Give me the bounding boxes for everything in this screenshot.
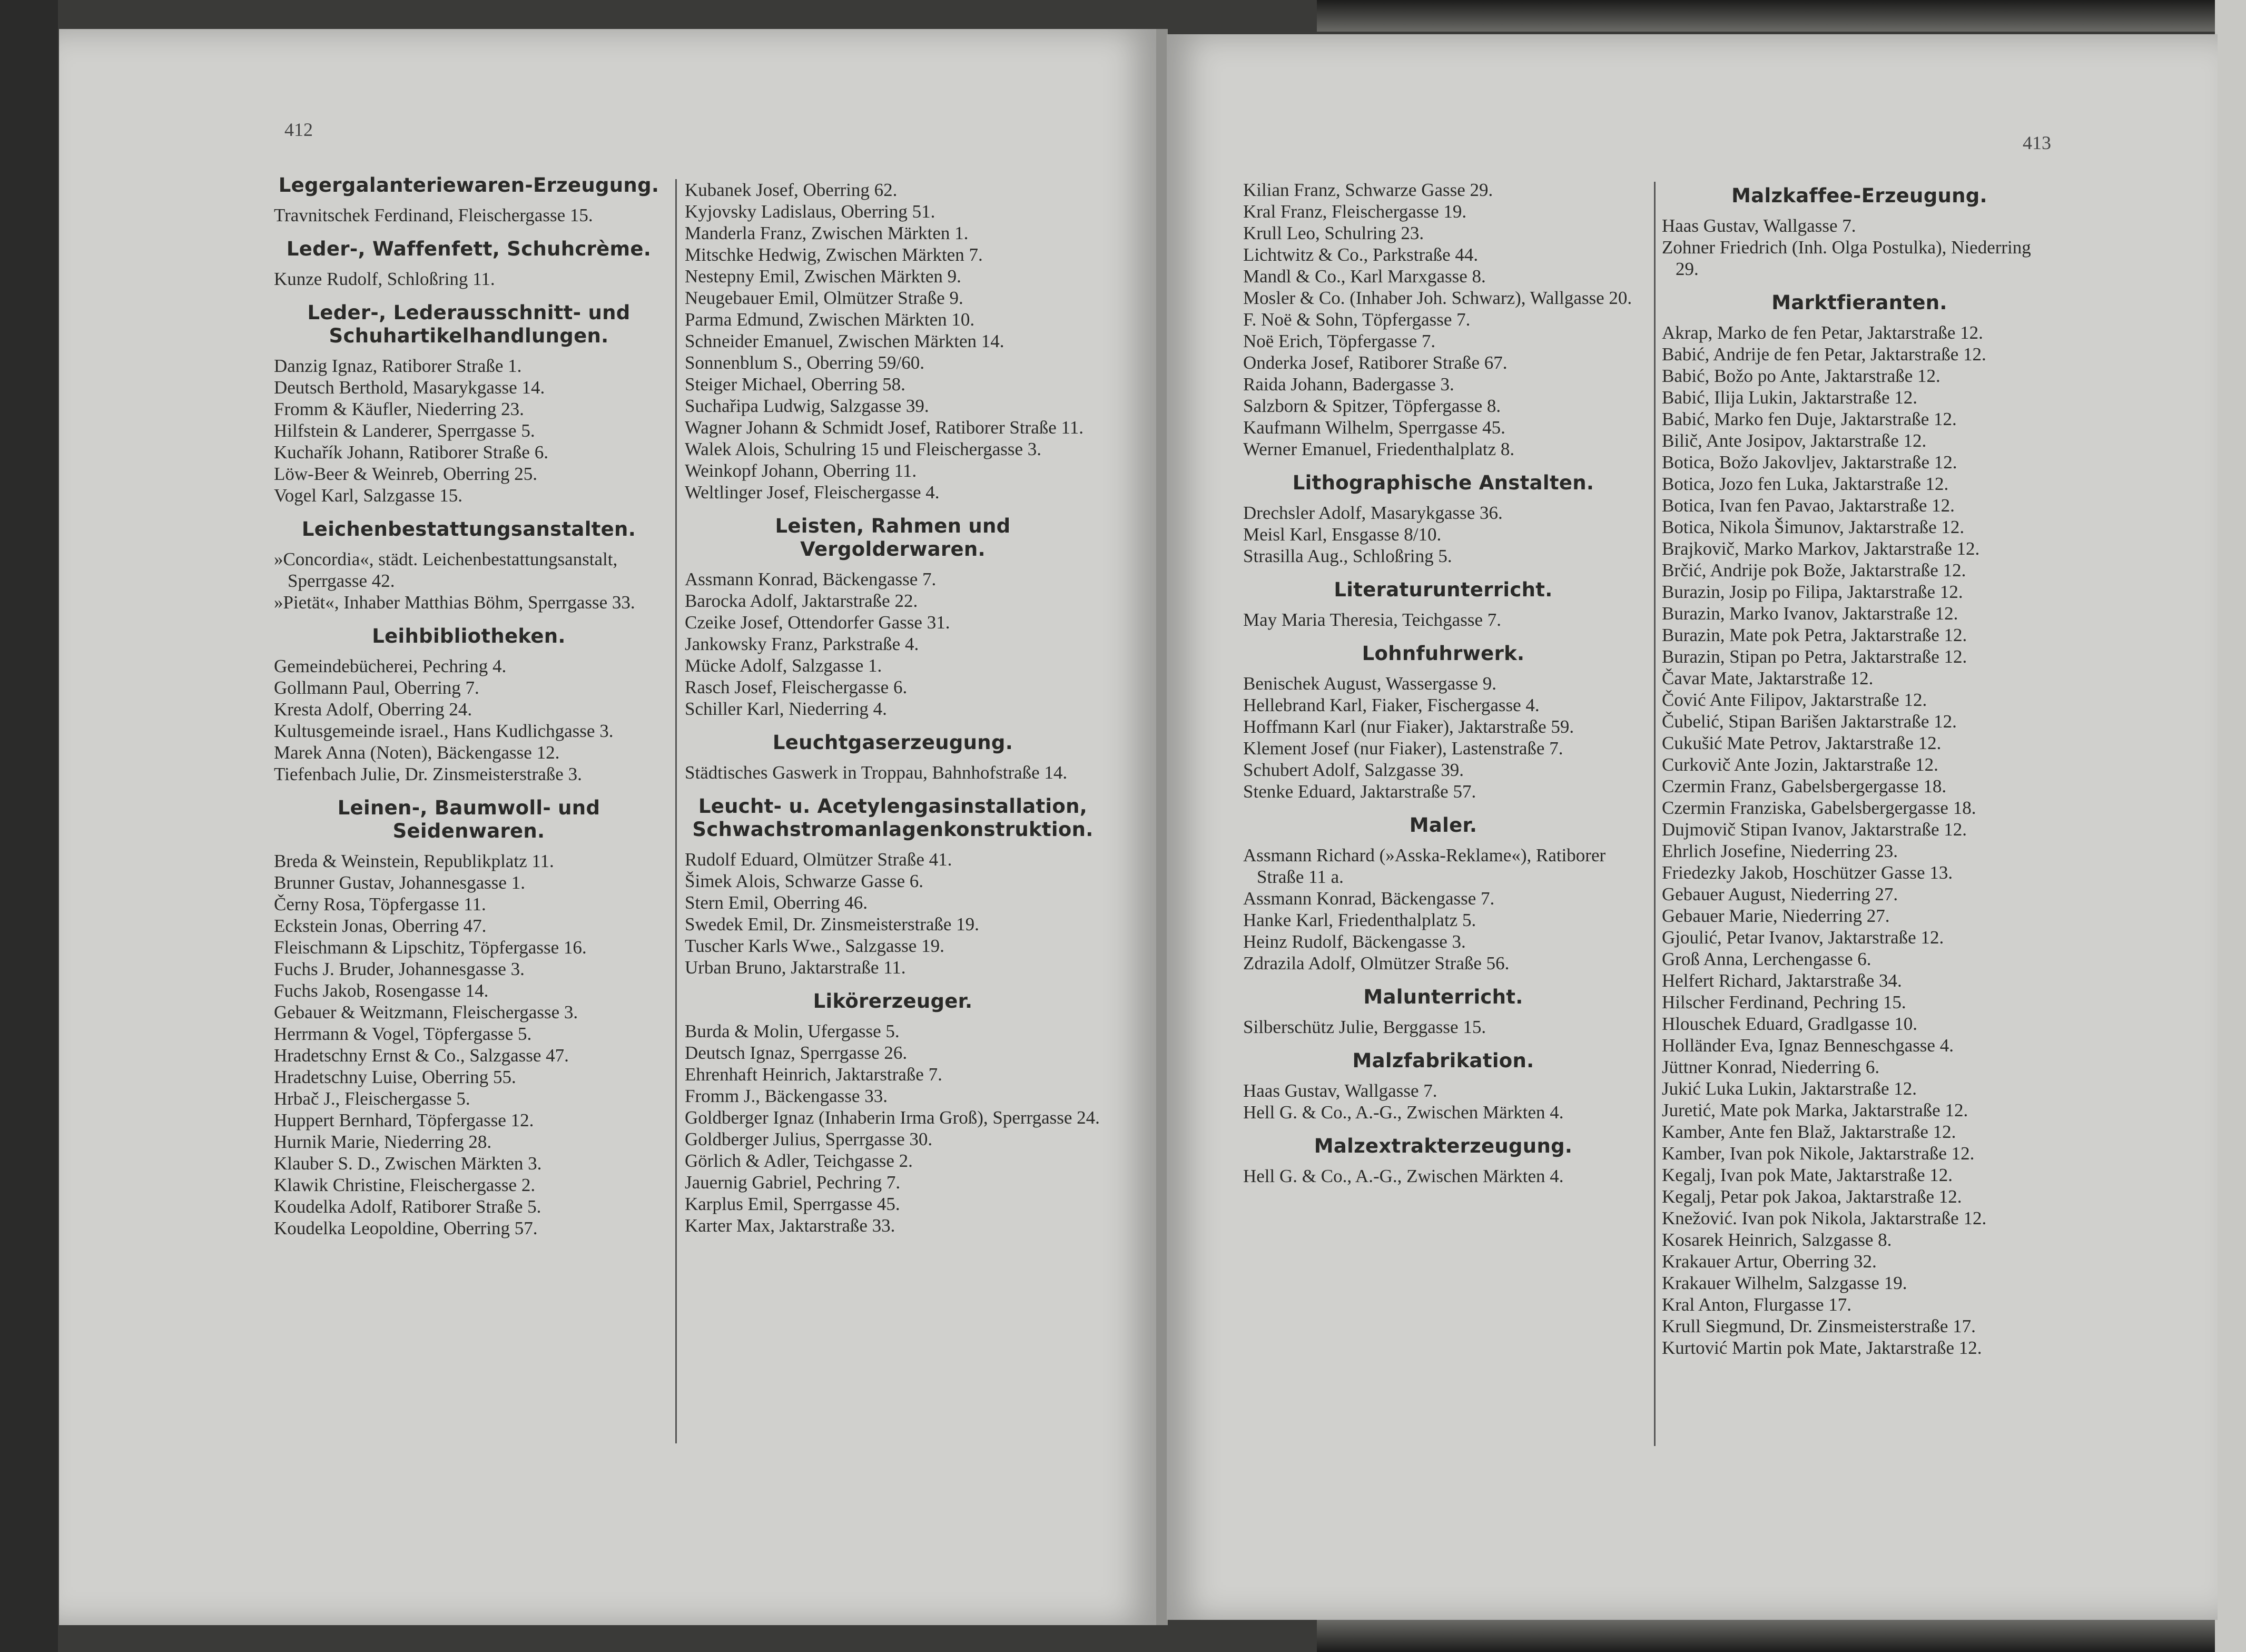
directory-entry: Assmann Konrad, Bäckengasse 7.: [685, 569, 937, 589]
directory-entry: Koudelka Leopoldine, Oberring 57.: [274, 1218, 538, 1238]
section-heading: Leucht- u. Acetylengasinstallation, Schwachstromanlagenkonstruktion.: [692, 795, 1094, 841]
directory-entry: Walek Alois, Schulring 15 und Fleischergasse 3.: [685, 439, 1042, 459]
directory-entry: Fromm & Käufler, Niederring 23.: [274, 399, 524, 419]
directory-entry: Jüttner Konrad, Niederring 6.: [1662, 1057, 1880, 1077]
section-heading: Leihbibliotheken.: [372, 625, 566, 647]
directory-entry: Kunze Rudolf, Schloßring 11.: [274, 269, 495, 289]
directory-entry: Kubanek Josef, Oberring 62.: [685, 180, 898, 200]
directory-entry: Goldberger Julius, Sperrgasse 30.: [685, 1129, 933, 1149]
directory-entry: Kyjovsky Ladislaus, Oberring 51.: [685, 201, 935, 222]
directory-entry: Haas Gustav, Wallgasse 7.: [1662, 215, 1856, 236]
directory-entry: Kultusgemeinde israel., Hans Kudlichgasse 3.: [274, 721, 614, 741]
book-gutter: [1156, 29, 1168, 1625]
directory-entry: Hrbač J., Fleischergasse 5.: [274, 1088, 470, 1109]
left-column-1: [274, 169, 664, 1251]
section-heading: Malunterricht.: [1363, 986, 1523, 1008]
directory-entry: Kosarek Heinrich, Salzgasse 8.: [1662, 1230, 1892, 1250]
column-rule-right: [1654, 182, 1656, 1446]
directory-entry: Görlich & Adler, Teichgasse 2.: [685, 1150, 913, 1171]
directory-entry: Juretić, Mate pok Marka, Jaktarstraße 12.: [1662, 1100, 1968, 1120]
directory-entry: Tiefenbach Julie, Dr. Zinsmeisterstraße 3.: [274, 764, 582, 784]
section-heading: Leichenbestattungsanstalten.: [301, 518, 636, 540]
directory-entry: Benischek August, Wassergasse 9.: [1243, 673, 1496, 694]
directory-entry: Assmann Konrad, Bäckengasse 7.: [1243, 888, 1495, 909]
directory-entry: Fleischmann & Lipschitz, Töpfergasse 16.: [274, 937, 587, 958]
directory-entry: Barocka Adolf, Jaktarstraße 22.: [685, 591, 918, 611]
directory-entry: Mosler & Co. (Inhaber Joh. Schwarz), Wallgasse 20.: [1243, 288, 1632, 308]
directory-entry: Friedezky Jakob, Hoschützer Gasse 13.: [1662, 862, 1953, 883]
section-heading: Marktfieranten.: [1771, 291, 1947, 314]
directory-entry: Holländer Eva, Ignaz Benneschgasse 4.: [1662, 1035, 1954, 1056]
directory-section: [274, 238, 664, 290]
directory-entry: Parma Edmund, Zwischen Märkten 10.: [685, 309, 975, 330]
directory-entry: Botica, Božo Jakovljev, Jaktarstraße 12.: [1662, 452, 1957, 473]
section-heading: Likörerzeuger.: [813, 990, 973, 1012]
directory-entry: Wagner Johann & Schmidt Josef, Ratiborer Straße 11.: [685, 417, 1083, 438]
book-edge-right: [2215, 0, 2246, 1652]
directory-entry: Jankowsky Franz, Parkstraße 4.: [685, 634, 919, 654]
directory-entry: Kurtović Martin pok Mate, Jaktarstraße 12.: [1662, 1338, 1982, 1358]
directory-entry: Klement Josef (nur Fiaker), Lastenstraße 7.: [1243, 738, 1563, 759]
section-heading: Lohnfuhrwerk.: [1362, 642, 1525, 665]
directory-entry: Suchařipa Ludwig, Salzgasse 39.: [685, 396, 929, 416]
directory-entry: Eckstein Jonas, Oberring 47.: [274, 916, 487, 936]
directory-entry: Tuscher Karls Wwe., Salzgasse 19.: [685, 936, 944, 956]
directory-section: [1243, 814, 1643, 974]
directory-entry: Stenke Eduard, Jaktarstraße 57.: [1243, 781, 1476, 802]
directory-section: [1243, 642, 1643, 802]
directory-entry: Steiger Michael, Oberring 58.: [685, 374, 905, 395]
directory-entry: Zdrazila Adolf, Olmützer Straße 56.: [1243, 953, 1510, 974]
directory-entry: Knežović. Ivan pok Nikola, Jaktarstraße 12.: [1662, 1208, 1987, 1228]
directory-entry: Stern Emil, Oberring 46.: [685, 892, 868, 913]
directory-entry: Curkovič Ante Jozin, Jaktarstraße 12.: [1662, 754, 1938, 775]
left-column-2: [685, 179, 1101, 1248]
directory-entry: Rudolf Eduard, Olmützer Straße 41.: [685, 849, 952, 870]
directory-entry: Ehrlich Josefine, Niederring 23.: [1662, 841, 1898, 861]
section-heading: Malzfabrikation.: [1352, 1049, 1534, 1072]
directory-entry: F. Noë & Sohn, Töpfergasse 7.: [1243, 309, 1471, 330]
directory-entry: May Maria Theresia, Teichgasse 7.: [1243, 609, 1501, 630]
directory-entry: Gebauer August, Niederring 27.: [1662, 884, 1898, 904]
directory-section: [685, 990, 1101, 1236]
section-heading: Literaturunterricht.: [1334, 578, 1553, 601]
directory-entry: Jukić Luka Lukin, Jaktarstraße 12.: [1662, 1078, 1917, 1099]
directory-entry: Schubert Adolf, Salzgasse 39.: [1243, 760, 1464, 780]
directory-entry: Burazin, Mate pok Petra, Jaktarstraße 12.: [1662, 625, 1967, 645]
directory-entry: Hoffmann Karl (nur Fiaker), Jaktarstraße 59.: [1243, 716, 1574, 737]
directory-entry: Huppert Bernhard, Töpfergasse 12.: [274, 1110, 534, 1130]
section-heading: Leisten, Rahmen und Vergolderwaren.: [775, 515, 1011, 560]
directory-entry: Czermin Franziska, Gabelsbergergasse 18.: [1662, 798, 1976, 818]
directory-entry: Salzborn & Spitzer, Töpfergasse 8.: [1243, 396, 1501, 416]
directory-entry: Babić, Božo po Ante, Jaktarstraße 12.: [1662, 366, 1940, 386]
directory-entry: Čović Ante Filipov, Jaktarstraße 12.: [1662, 690, 1927, 710]
directory-entry: Rasch Josef, Fleischergasse 6.: [685, 677, 908, 697]
directory-entry: Hanke Karl, Friedenthalplatz 5.: [1243, 910, 1476, 930]
directory-entry: Botica, Jozo fen Luka, Jaktarstraße 12.: [1662, 474, 1949, 494]
directory-section: [1243, 179, 1643, 460]
directory-entry: Karter Max, Jaktarstraße 33.: [685, 1215, 895, 1236]
directory-section: [1243, 578, 1643, 631]
section-heading: Leuchtgaserzeugung.: [772, 731, 1013, 754]
directory-entry: Gebauer Marie, Niederring 27.: [1662, 906, 1890, 926]
directory-section: [1243, 1049, 1643, 1123]
directory-entry: Swedek Emil, Dr. Zinsmeisterstraße 19.: [685, 914, 979, 935]
directory-entry: Akrap, Marko de fen Petar, Jaktarstraße 12.: [1662, 322, 1983, 343]
directory-entry: Fuchs J. Bruder, Johannesgasse 3.: [274, 959, 525, 979]
directory-entry: »Pietät«, Inhaber Matthias Böhm, Sperrgasse 33.: [274, 592, 635, 613]
directory-entry: Gollmann Paul, Oberring 7.: [274, 677, 479, 698]
background-top-edge: [1317, 0, 2246, 32]
directory-section: [274, 174, 664, 226]
directory-entry: Šimek Alois, Schwarze Gasse 6.: [685, 871, 923, 891]
directory-entry: Groß Anna, Lerchengasse 6.: [1662, 949, 1871, 969]
directory-section: [274, 796, 664, 1239]
section-heading: Leder-, Lederausschnitt- und Schuhartikelhandlungen.: [307, 301, 631, 347]
directory-entry: Babić, Marko fen Duje, Jaktarstraße 12.: [1662, 409, 1957, 429]
directory-entry: Urban Bruno, Jaktarstraße 11.: [685, 957, 906, 978]
directory-entry: Burazin, Josip po Filipa, Jaktarstraße 12.: [1662, 582, 1963, 602]
section-heading: Lithographische Anstalten.: [1292, 471, 1594, 494]
directory-entry: Koudelka Adolf, Ratiborer Straße 5.: [274, 1196, 541, 1217]
directory-entry: Hradetschny Luise, Oberring 55.: [274, 1067, 516, 1087]
directory-entry: Sonnenblum S., Oberring 59/60.: [685, 352, 924, 373]
directory-entry: Čubelić, Stipan Barišen Jaktarstraße 12.: [1662, 711, 1957, 732]
directory-entry: Helfert Richard, Jaktarstraße 34.: [1662, 970, 1902, 991]
directory-entry: Dujmovič Stipan Ivanov, Jaktarstraße 12.: [1662, 819, 1967, 840]
directory-entry: Noë Erich, Töpfergasse 7.: [1243, 331, 1436, 351]
directory-entry: Schiller Karl, Niederring 4.: [685, 699, 887, 719]
directory-section: [1243, 986, 1643, 1038]
directory-entry: Herrmann & Vogel, Töpfergasse 5.: [274, 1024, 532, 1044]
directory-section: [274, 301, 664, 506]
section-heading: Leder-, Waffenfett, Schuhcrème.: [286, 238, 652, 260]
directory-entry: Mandl & Co., Karl Marxgasse 8.: [1243, 266, 1486, 287]
directory-entry: »Concordia«, städt. Leichenbestattungsanstalt, Sperrgasse 42.: [274, 549, 618, 591]
directory-entry: Kral Anton, Flurgasse 17.: [1662, 1294, 1852, 1315]
directory-entry: Gebauer & Weitzmann, Fleischergasse 3.: [274, 1002, 578, 1022]
right-column-1: [1243, 179, 1643, 1198]
directory-entry: Brajkovič, Marko Markov, Jaktarstraße 12.: [1662, 538, 1980, 559]
directory-entry: Jauernig Gabriel, Pechring 7.: [685, 1172, 901, 1193]
directory-entry: Kuchařík Johann, Ratiborer Straße 6.: [274, 442, 548, 463]
directory-entry: Drechsler Adolf, Masarykgasse 36.: [1243, 503, 1503, 523]
directory-entry: Löw-Beer & Weinreb, Oberring 25.: [274, 464, 537, 484]
directory-section: [685, 515, 1101, 720]
directory-entry: Hurnik Marie, Niederring 28.: [274, 1132, 492, 1152]
directory-entry: Weinkopf Johann, Oberring 11.: [685, 460, 917, 481]
directory-entry: Krakauer Wilhelm, Salzgasse 19.: [1662, 1273, 1907, 1293]
section-heading: Malzextrakterzeugung.: [1314, 1135, 1573, 1157]
directory-entry: Lichtwitz & Co., Parkstraße 44.: [1243, 244, 1479, 265]
directory-entry: Kral Franz, Fleischergasse 19.: [1243, 201, 1467, 222]
directory-entry: Kaufmann Wilhelm, Sperrgasse 45.: [1243, 417, 1505, 438]
directory-entry: Cukušić Mate Petrov, Jaktarstraße 12.: [1662, 733, 1942, 753]
directory-entry: Manderla Franz, Zwischen Märkten 1.: [685, 223, 969, 243]
directory-entry: Botica, Nikola Šimunov, Jaktarstraße 12.: [1662, 517, 1965, 537]
directory-entry: Burda & Molin, Ufergasse 5.: [685, 1021, 900, 1041]
directory-entry: Meisl Karl, Ensgasse 8/10.: [1243, 524, 1442, 545]
directory-entry: Černy Rosa, Töpfergasse 11.: [274, 894, 486, 914]
background-left-edge: [0, 0, 58, 1652]
directory-entry: Städtisches Gaswerk in Troppau, Bahnhofstraße 14.: [685, 762, 1068, 783]
directory-entry: Gemeindebücherei, Pechring 4.: [274, 656, 507, 676]
directory-entry: Hradetschny Ernst & Co., Salzgasse 47.: [274, 1045, 569, 1066]
directory-entry: Krakauer Artur, Oberring 32.: [1662, 1251, 1877, 1272]
directory-section: [685, 795, 1101, 978]
directory-section: [1662, 184, 2057, 280]
directory-section: [1243, 471, 1643, 567]
directory-section: [1243, 1135, 1643, 1187]
directory-entry: Mücke Adolf, Salzgasse 1.: [685, 655, 882, 676]
directory-entry: Hilfstein & Landerer, Sperrgasse 5.: [274, 420, 535, 441]
directory-entry: Assmann Richard (»Asska-Reklame«), Ratiborer Straße 11 a.: [1243, 845, 1606, 887]
directory-entry: Brunner Gustav, Johannesgasse 1.: [274, 872, 525, 893]
section-heading: Maler.: [1409, 814, 1477, 837]
directory-entry: Kamber, Ante fen Blaž, Jaktarstraße 12.: [1662, 1122, 1956, 1142]
directory-entry: Deutsch Ignaz, Sperrgasse 26.: [685, 1043, 908, 1063]
directory-entry: Deutsch Berthold, Masarykgasse 14.: [274, 377, 545, 398]
left-page-number: 412: [284, 119, 313, 140]
directory-entry: Zohner Friedrich (Inh. Olga Postulka), Niederring 29.: [1662, 237, 2031, 279]
directory-entry: Heinz Rudolf, Bäckengasse 3.: [1243, 931, 1466, 952]
directory-entry: Marek Anna (Noten), Bäckengasse 12.: [274, 742, 560, 763]
directory-entry: Czeike Josef, Ottendorfer Gasse 31.: [685, 612, 950, 633]
directory-entry: Krull Siegmund, Dr. Zinsmeisterstraße 17.: [1662, 1316, 1976, 1336]
directory-entry: Klauber S. D., Zwischen Märkten 3.: [274, 1153, 542, 1174]
directory-section: [1662, 291, 2057, 1359]
directory-entry: Schneider Emanuel, Zwischen Märkten 14.: [685, 331, 1004, 351]
right-page-number: 413: [2023, 132, 2051, 153]
directory-entry: Weltlinger Josef, Fleischergasse 4.: [685, 482, 940, 503]
directory-entry: Kresta Adolf, Oberring 24.: [274, 699, 472, 720]
directory-section: [685, 731, 1101, 783]
directory-entry: Danzig Ignaz, Ratiborer Straße 1.: [274, 356, 522, 376]
directory-entry: Čavar Mate, Jaktarstraße 12.: [1662, 668, 1874, 689]
directory-entry: Raida Johann, Badergasse 3.: [1243, 374, 1454, 395]
directory-entry: Babić, Ilija Lukin, Jaktarstraße 12.: [1662, 387, 1917, 408]
directory-entry: Bilič, Ante Josipov, Jaktarstraße 12.: [1662, 430, 1927, 451]
directory-entry: Haas Gustav, Wallgasse 7.: [1243, 1080, 1437, 1101]
directory-entry: Fromm J., Bäckengasse 33.: [685, 1086, 888, 1106]
directory-entry: Kamber, Ivan pok Nikole, Jaktarstraße 12.: [1662, 1143, 1975, 1164]
right-column-2: [1662, 179, 2057, 1370]
directory-entry: Breda & Weinstein, Republikplatz 11.: [274, 851, 554, 871]
directory-entry: Krull Leo, Schulring 23.: [1243, 223, 1424, 243]
directory-entry: Klawik Christine, Fleischergasse 2.: [274, 1175, 536, 1195]
directory-section: [685, 179, 1101, 503]
section-heading: Legergalanteriewaren-Erzeugung.: [278, 174, 659, 196]
directory-section: [274, 625, 664, 785]
directory-entry: Werner Emanuel, Friedenthalplatz 8.: [1243, 439, 1515, 459]
directory-entry: Hellebrand Karl, Fiaker, Fischergasse 4.: [1243, 695, 1540, 715]
directory-entry: Fuchs Jakob, Rosengasse 14.: [274, 980, 489, 1001]
section-heading: Malzkaffee-Erzeugung.: [1731, 184, 1987, 207]
directory-entry: Ehrenhaft Heinrich, Jaktarstraße 7.: [685, 1064, 942, 1085]
directory-entry: Hell G. & Co., A.-G., Zwischen Märkten 4.: [1243, 1166, 1564, 1186]
background-bottom-edge: [1317, 1620, 2246, 1652]
directory-entry: Burazin, Stipan po Petra, Jaktarstraße 12.: [1662, 646, 1967, 667]
directory-entry: Goldberger Ignaz (Inhaberin Irma Groß), Sperrgasse 24.: [685, 1107, 1100, 1128]
directory-entry: Botica, Ivan fen Pavao, Jaktarstraße 12.: [1662, 495, 1955, 516]
directory-entry: Burazin, Marko Ivanov, Jaktarstraße 12.: [1662, 603, 1958, 624]
directory-entry: Kegalj, Petar pok Jakoa, Jaktarstraße 12.: [1662, 1186, 1962, 1207]
directory-entry: Vogel Karl, Salzgasse 15.: [274, 485, 463, 506]
directory-entry: Hilscher Ferdinand, Pechring 15.: [1662, 992, 1906, 1012]
directory-entry: Onderka Josef, Ratiborer Straße 67.: [1243, 352, 1508, 373]
directory-entry: Gjoulić, Petar Ivanov, Jaktarstraße 12.: [1662, 927, 1944, 948]
directory-entry: Neugebauer Emil, Olmützer Straße 9.: [685, 288, 963, 308]
directory-entry: Silberschütz Julie, Berggasse 15.: [1243, 1017, 1486, 1037]
directory-entry: Hell G. & Co., A.-G., Zwischen Märkten 4.: [1243, 1102, 1564, 1123]
directory-entry: Karplus Emil, Sperrgasse 45.: [685, 1194, 900, 1214]
directory-entry: Kegalj, Ivan pok Mate, Jaktarstraße 12.: [1662, 1165, 1953, 1185]
directory-entry: Hlouschek Eduard, Gradlgasse 10.: [1662, 1014, 1918, 1034]
directory-entry: Nestepny Emil, Zwischen Märkten 9.: [685, 266, 961, 287]
column-rule-left: [675, 179, 677, 1443]
directory-entry: Mitschke Hedwig, Zwischen Märkten 7.: [685, 244, 983, 265]
directory-entry: Strasilla Aug., Schloßring 5.: [1243, 546, 1452, 566]
directory-entry: Brčić, Andrije pok Bože, Jaktarstraße 12.: [1662, 560, 1966, 581]
directory-entry: Babić, Andrije de fen Petar, Jaktarstraße 12.: [1662, 344, 1986, 365]
directory-section: [274, 518, 664, 613]
directory-entry: Czermin Franz, Gabelsbergergasse 18.: [1662, 776, 1947, 796]
directory-entry: Kilian Franz, Schwarze Gasse 29.: [1243, 180, 1493, 200]
section-heading: Leinen-, Baumwoll- und Seidenwaren.: [337, 796, 600, 842]
directory-entry: Travnitschek Ferdinand, Fleischergasse 15.: [274, 205, 593, 225]
